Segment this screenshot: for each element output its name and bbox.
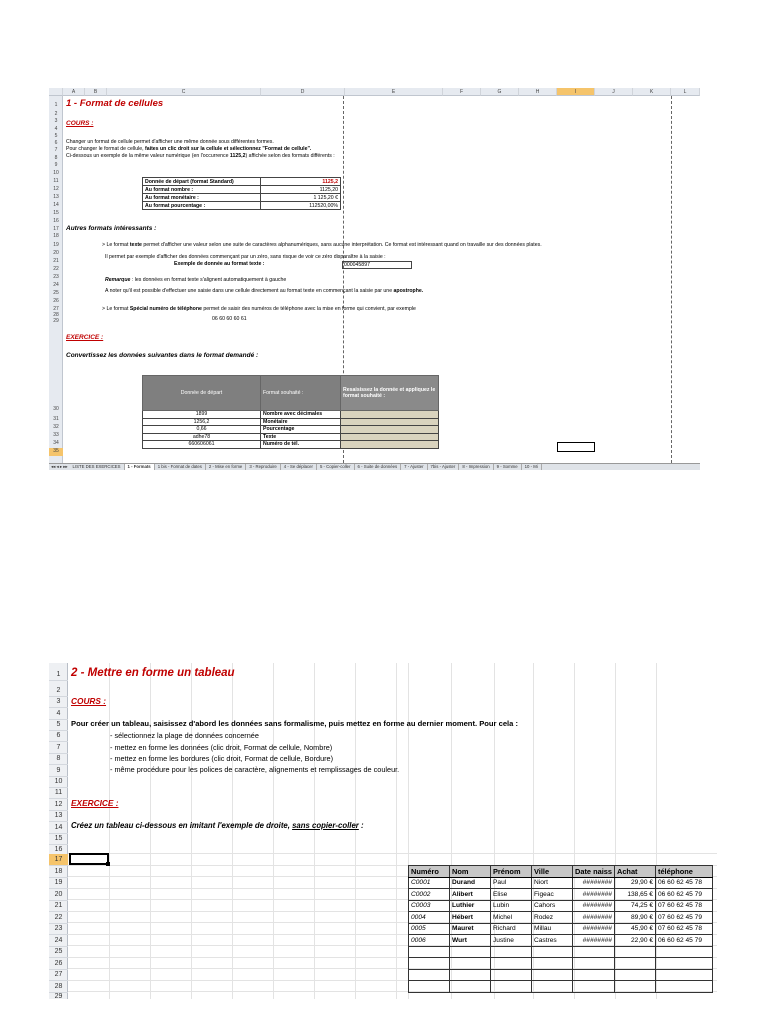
column-header[interactable]: A (63, 88, 85, 96)
column-header[interactable]: C (107, 88, 261, 96)
grid-line (314, 663, 315, 999)
empty-cell[interactable] (573, 946, 615, 958)
row-header[interactable]: 6 (49, 730, 68, 742)
cell-nom[interactable]: Alibert (450, 889, 491, 901)
exemple-label: Exemple de donnée au format texte : (174, 261, 265, 267)
row-header[interactable]: 5 (54, 133, 58, 139)
row-header[interactable]: 12 (53, 186, 59, 192)
special-format-text: > Le format Spécial numéro de téléphone permet de saisir des numéros de téléphone avec la mise en forme qui convient, par exemple (102, 306, 416, 312)
row-header[interactable]: 4 (49, 708, 68, 720)
empty-cell[interactable] (655, 981, 712, 993)
cell-prenom[interactable]: Elise (491, 889, 532, 901)
sheet-tab[interactable]: 7 - Ajuster (401, 464, 427, 470)
row-header[interactable]: 3 (54, 118, 58, 124)
cell-telephone[interactable]: 07 60 62 45 79 (655, 912, 712, 924)
row-header[interactable]: 25 (49, 946, 68, 958)
cell-numero[interactable]: C0001 (409, 877, 450, 889)
row-header[interactable]: 1 (49, 669, 68, 681)
empty-cell[interactable] (409, 969, 450, 981)
empty-cell[interactable] (614, 969, 655, 981)
row-header[interactable]: 7 (49, 742, 68, 754)
empty-cell[interactable] (491, 969, 532, 981)
row-header-selected[interactable]: 35 (49, 448, 63, 456)
cell-ville[interactable]: Niort (532, 877, 573, 889)
cell-numero[interactable]: C0002 (409, 889, 450, 901)
column-header[interactable]: F (443, 88, 481, 96)
table-row (409, 877, 713, 889)
table-row-empty (409, 969, 713, 981)
special-example: 06 60 60 60 61 (212, 316, 247, 322)
exercise-source[interactable]: 660606061 (143, 441, 261, 449)
table-row-empty (409, 946, 713, 958)
column-header[interactable]: L (671, 88, 700, 96)
row-header[interactable]: 2 (54, 111, 58, 117)
cell-telephone[interactable]: 06 60 62 45 78 (655, 877, 712, 889)
table-header: Ville (532, 866, 573, 878)
cell-nom[interactable]: Mauret (450, 923, 491, 935)
column-header-selected[interactable]: I (557, 88, 595, 96)
row-header[interactable]: 9 (49, 765, 68, 777)
row-header[interactable]: 21 (53, 258, 59, 264)
row-header[interactable]: 25 (53, 290, 59, 296)
exercice-heading: EXERCICE : (71, 798, 119, 808)
column-header[interactable]: B (85, 88, 107, 96)
select-all-corner[interactable] (49, 88, 63, 96)
format-value[interactable]: 112520,00% (261, 202, 341, 210)
cell-ville[interactable]: Cahors (532, 900, 573, 912)
table-row (409, 889, 713, 901)
table-header: Date naiss (573, 866, 615, 878)
exercise-source[interactable]: 1256,2 (143, 418, 261, 426)
empty-cell[interactable] (655, 946, 712, 958)
table-header: Numéro (409, 866, 450, 878)
grid-line (273, 663, 274, 999)
format-label: Au format nombre : (143, 186, 261, 194)
cell-achat[interactable]: 138,65 € (614, 889, 655, 901)
active-cell[interactable] (557, 442, 595, 452)
cell-telephone[interactable]: 06 60 62 45 79 (655, 935, 712, 947)
cell-achat[interactable]: 89,90 € (614, 912, 655, 924)
empty-cell[interactable] (573, 958, 615, 970)
sheet-tab[interactable]: 2 - Mise en forme (206, 464, 246, 470)
cell-nom[interactable]: Luthier (450, 900, 491, 912)
exercise-answer-cell[interactable] (341, 433, 439, 441)
consigne-text: Créez un tableau ci-dessous en imitant l'exemple de droite, sans copier-coller : (71, 821, 364, 830)
row-header-column (49, 96, 63, 463)
empty-cell[interactable] (614, 958, 655, 970)
tab-scroll-arrows-icon[interactable]: ◂◂ ◂ ▸ ▸▸ (51, 464, 68, 469)
empty-cell[interactable] (450, 969, 491, 981)
empty-cell[interactable] (655, 969, 712, 981)
row-header[interactable]: 23 (53, 274, 59, 280)
row-header[interactable]: 9 (54, 162, 58, 168)
intro-text: Pour changer le format de cellule, faites un clic droit sur la cellule et sélectionnez "Format de cellule". (66, 146, 312, 152)
empty-cell[interactable] (573, 981, 615, 993)
cell-nom[interactable]: Durand (450, 877, 491, 889)
row-header[interactable]: 8 (54, 155, 58, 161)
row-header[interactable]: 24 (53, 282, 59, 288)
example-customer-table (408, 865, 713, 993)
grid-line (109, 663, 110, 999)
empty-cell[interactable] (409, 946, 450, 958)
sheet-tab[interactable]: 4 - Se déplacer (281, 464, 317, 470)
row-header[interactable]: 29 (53, 318, 59, 324)
table-row (409, 923, 713, 935)
row-header[interactable]: 26 (53, 298, 59, 304)
row-header[interactable]: 12 (49, 799, 68, 811)
exercice-heading: EXERCICE : (66, 334, 104, 341)
empty-cell[interactable] (532, 981, 573, 993)
row-header[interactable]: 11 (49, 787, 68, 799)
table-row (409, 935, 713, 947)
autres-heading: Autres formats intéressants : (66, 225, 157, 232)
column-header[interactable]: E (345, 88, 443, 96)
row-header[interactable]: 7 (54, 147, 58, 153)
format-value[interactable]: 1125,20 (261, 186, 341, 194)
empty-cell[interactable] (573, 969, 615, 981)
row-header[interactable]: 32 (53, 424, 59, 430)
texte-format-text: > Le format texte permet d'afficher une valeur selon une suite de caractères alphanumériques, sans aucune interprétation. Ce format est intéressant quand on travaille sur des données plates. (102, 242, 542, 248)
column-header[interactable]: H (519, 88, 557, 96)
sheet-tab[interactable]: 8 - Impression (459, 464, 493, 470)
grid-line (191, 663, 192, 999)
exercise-header: Format souhaité : (261, 376, 341, 411)
sheet-tab[interactable]: LISTE DES EXERCICES (70, 464, 125, 470)
exercise-format[interactable]: Monétaire (261, 418, 341, 426)
empty-cell[interactable] (614, 981, 655, 993)
empty-cell[interactable] (491, 981, 532, 993)
row-header[interactable]: 1 (54, 102, 58, 108)
format-label: Donnée de départ (format Standard) (143, 178, 261, 186)
table-header: Nom (450, 866, 491, 878)
cours-heading: COURS : (71, 696, 107, 706)
row-header[interactable]: 22 (49, 912, 68, 924)
sheet-tab[interactable]: 5 - Copier-coller (317, 464, 355, 470)
row-header[interactable]: 11 (53, 178, 59, 184)
active-cell[interactable] (69, 853, 109, 865)
exercise-format[interactable]: Nombre avec décimales (261, 411, 341, 419)
cell-numero[interactable]: 0006 (409, 935, 450, 947)
step-text: - sélectionnez la plage de données concernée (110, 731, 259, 740)
row-header[interactable]: 3 (49, 696, 68, 708)
table-header: Prénom (491, 866, 532, 878)
cell-prenom[interactable]: Justine (491, 935, 532, 947)
worksheet-formats (49, 88, 700, 470)
table-row-empty (409, 958, 713, 970)
format-value[interactable]: 1 125,20 € (261, 194, 341, 202)
row-header[interactable]: 5 (49, 719, 68, 731)
row-header[interactable]: 26 (49, 958, 68, 970)
empty-cell[interactable] (491, 946, 532, 958)
row-header[interactable]: 14 (49, 822, 68, 834)
row-header[interactable]: 30 (53, 406, 59, 412)
row-header[interactable]: 6 (54, 140, 58, 146)
empty-cell[interactable] (532, 958, 573, 970)
cell-prenom[interactable]: Lubin (491, 900, 532, 912)
sheet-tabs-bar (49, 463, 700, 470)
grid-line (396, 663, 397, 999)
exercise-source[interactable]: 0,66 (143, 426, 261, 434)
row-header[interactable]: 33 (53, 432, 59, 438)
empty-cell[interactable] (450, 946, 491, 958)
step-text: - mettez en forme les données (clic droit, Format de cellule, Nombre) (110, 743, 333, 752)
exercise-table (142, 375, 439, 449)
row-header[interactable]: 16 (49, 844, 68, 856)
remarque-text: Remarque : les données en format texte s'alignent automatiquement à gauche (105, 277, 287, 283)
row-header-column (49, 663, 68, 999)
cell-prenom[interactable]: Michel (491, 912, 532, 924)
exercise-format[interactable]: Pourcentage (261, 426, 341, 434)
sheet-tab[interactable]: 3 - Reproduire (246, 464, 280, 470)
format-label: Au format monétaire : (143, 194, 261, 202)
empty-cell[interactable] (409, 958, 450, 970)
column-header[interactable]: D (261, 88, 345, 96)
cell-prenom[interactable]: Paul (491, 877, 532, 889)
column-header[interactable]: J (595, 88, 633, 96)
column-header[interactable]: G (481, 88, 519, 96)
cell-date[interactable]: ######## (573, 923, 615, 935)
cell-date[interactable]: ######## (573, 935, 615, 947)
exemple-text-cell[interactable]: 000045897 (342, 261, 412, 269)
sheet-tab-active[interactable]: 1 - Formats (125, 464, 155, 470)
table-row (409, 900, 713, 912)
row-header[interactable]: 17 (53, 226, 59, 232)
cell-ville[interactable]: Figeac (532, 889, 573, 901)
cell-date[interactable]: ######## (573, 889, 615, 901)
row-header[interactable]: 13 (53, 194, 59, 200)
row-header[interactable]: 14 (53, 202, 59, 208)
exercise-source[interactable]: 1899 (143, 411, 261, 419)
exercise-answer-cell[interactable] (341, 418, 439, 426)
row-header[interactable]: 18 (53, 233, 59, 239)
cell-achat[interactable]: 74,25 € (614, 900, 655, 912)
row-header[interactable]: 27 (53, 306, 59, 312)
exercise-format[interactable]: Numéro de tél. (261, 441, 341, 449)
sheet-tab[interactable]: 9 - Somme (494, 464, 522, 470)
row-header[interactable]: 29 (49, 991, 68, 999)
empty-cell[interactable] (655, 958, 712, 970)
empty-cell[interactable] (614, 946, 655, 958)
cell-achat[interactable]: 45,90 € (614, 923, 655, 935)
cell-achat[interactable]: 22,90 € (614, 935, 655, 947)
row-header[interactable]: 28 (53, 312, 59, 318)
table-row-empty (409, 981, 713, 993)
grid-line (150, 663, 151, 999)
cell-ville[interactable]: Rodez (532, 912, 573, 924)
cell-ville[interactable]: Millau (532, 923, 573, 935)
cell-date[interactable]: ######## (573, 912, 615, 924)
empty-cell[interactable] (409, 981, 450, 993)
cell-numero[interactable]: 0005 (409, 923, 450, 935)
exercise-header: Donnée de départ (143, 376, 261, 411)
worksheet-mise-en-forme (49, 663, 717, 999)
sheet-tab[interactable]: 10 - Mi (522, 464, 542, 470)
row-header[interactable]: 2 (49, 685, 68, 697)
sheet-title: 1 - Format de cellules (66, 98, 164, 109)
sheet-title: 2 - Mettre en forme un tableau (71, 667, 235, 679)
intro-text: Pour créer un tableau, saisissez d'abord les données sans formalisme, puis mettez en forme au dernier moment. Pour cela : (71, 719, 519, 728)
cell-nom[interactable]: Wurt (450, 935, 491, 947)
step-text: - même procédure pour les polices de caractère, alignements et remplissages de couleur. (110, 765, 400, 774)
column-header[interactable]: K (633, 88, 671, 96)
format-value[interactable]: 1125,2 (261, 178, 341, 186)
cell-achat[interactable]: 29,90 € (614, 877, 655, 889)
grid-line (232, 663, 233, 999)
empty-cell[interactable] (532, 969, 573, 981)
sheet-tab[interactable]: 6 - Suite de données (355, 464, 402, 470)
step-text: - mettez en forme les bordures (clic droit, Format de cellule, Bordure) (110, 754, 334, 763)
sheet-tab[interactable]: 7bis - Ajuster (428, 464, 460, 470)
cours-heading: COURS : (66, 120, 94, 127)
row-header[interactable]: 22 (53, 266, 59, 272)
row-header[interactable]: 31 (53, 416, 59, 422)
exercise-answer-cell[interactable] (341, 441, 439, 449)
table-row (409, 912, 713, 924)
row-header[interactable]: 4 (54, 126, 58, 132)
row-header[interactable]: 21 (49, 900, 68, 912)
sheet-tab[interactable]: 1 bis - Format de dates (155, 464, 206, 470)
cell-ville[interactable]: Castres (532, 935, 573, 947)
row-header[interactable]: 15 (53, 210, 59, 216)
row-header[interactable]: 24 (49, 935, 68, 947)
empty-cell[interactable] (491, 958, 532, 970)
cell-date[interactable]: ######## (573, 877, 615, 889)
table-header: Achat (614, 866, 655, 878)
row-header-selected[interactable]: 17 (49, 854, 68, 866)
grid-line (68, 853, 717, 854)
convertissez-heading: Convertissez les données suivantes dans le format demandé : (66, 352, 259, 359)
page-break-line (671, 96, 672, 463)
exercise-header: Resaisissez la donnée et appliquez le format souhaité : (341, 376, 439, 411)
row-header[interactable]: 8 (49, 753, 68, 765)
exercise-answer-cell[interactable] (341, 411, 439, 419)
row-header[interactable]: 13 (49, 810, 68, 822)
cell-numero[interactable]: C0003 (409, 900, 450, 912)
cell-telephone[interactable]: 07 60 62 45 78 (655, 900, 712, 912)
empty-cell[interactable] (532, 946, 573, 958)
format-label: Au format pourcentage : (143, 202, 261, 210)
intro-text: Changer un format de cellule permet d'afficher une même donnée sous différentes formes. (66, 139, 274, 145)
row-header[interactable]: 10 (53, 170, 59, 176)
exercise-format[interactable]: Texte (261, 433, 341, 441)
grid-line (355, 663, 356, 999)
row-header[interactable]: 28 (49, 981, 68, 993)
row-header[interactable]: 19 (49, 877, 68, 889)
cell-date[interactable]: ######## (573, 900, 615, 912)
cell-telephone[interactable]: 06 60 62 45 79 (655, 889, 712, 901)
row-header[interactable]: 20 (53, 250, 59, 256)
table-header: téléphone (655, 866, 712, 878)
cell-nom[interactable]: Hébert (450, 912, 491, 924)
row-header[interactable]: 34 (53, 440, 59, 446)
exercise-answer-cell[interactable] (341, 426, 439, 434)
texte-format-text: Il permet par exemple d'afficher des données commençant par un zéro, sans risque de voir ce zéro disparaître à la saisie : (105, 254, 386, 260)
intro-text: Ci-dessous un exemple de la même valeur numérique (en l'occurrence 1125,2) affichée selon des formats différents : (66, 153, 335, 159)
format-example-table (142, 177, 341, 210)
cell-prenom[interactable]: Richard (491, 923, 532, 935)
row-header[interactable]: 18 (49, 866, 68, 878)
empty-cell[interactable] (450, 981, 491, 993)
noter-text: A noter qu'il est possible d'effectuer une saisie dans une cellule directement au format texte en commençant la saisie par une apostrophe. (105, 288, 424, 294)
row-header[interactable]: 27 (49, 969, 68, 981)
cell-telephone[interactable]: 07 60 62 45 78 (655, 923, 712, 935)
exercise-source[interactable]: adhe78 (143, 433, 261, 441)
cell-numero[interactable]: 0004 (409, 912, 450, 924)
row-header[interactable]: 19 (53, 242, 59, 248)
row-header[interactable]: 15 (49, 833, 68, 845)
empty-cell[interactable] (450, 958, 491, 970)
row-header[interactable]: 23 (49, 923, 68, 935)
row-header[interactable]: 20 (49, 889, 68, 901)
row-header[interactable]: 16 (53, 218, 59, 224)
row-header[interactable]: 10 (49, 776, 68, 788)
